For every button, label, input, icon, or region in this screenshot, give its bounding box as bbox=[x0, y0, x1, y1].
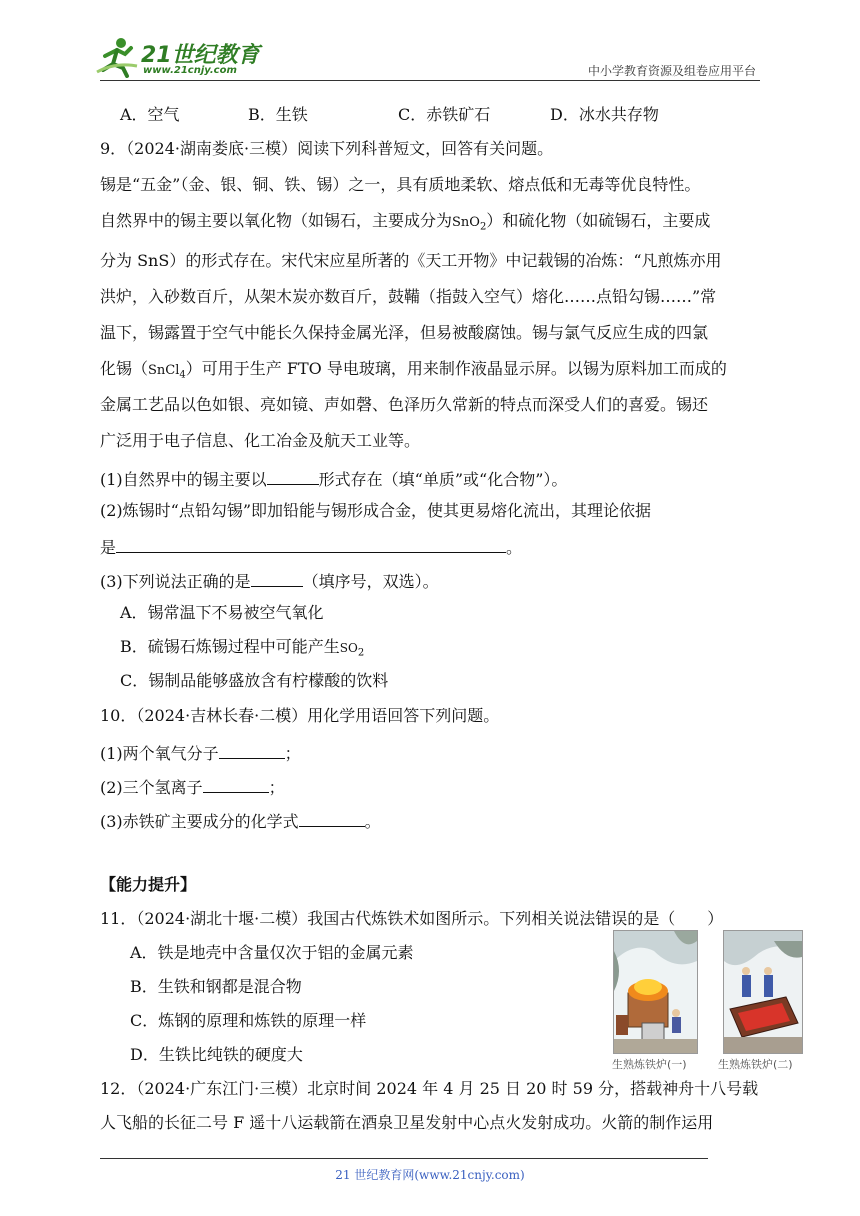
q9-para-2 bbox=[100, 210, 710, 239]
q12-line-1: 12．（2024·广东江门·三模）北京时间 2024 年 4 月 25 日 20 时 59 分，搭载神舟十八号载 bbox=[100, 1079, 759, 1098]
q10-sub-1: (1)两个氧气分子 ； bbox=[100, 740, 301, 765]
q9-option-c: C．锡制品能够盛放含有柠檬酸的饮料 bbox=[120, 671, 389, 690]
furnace-image-1 bbox=[613, 930, 698, 1054]
q10-sub-2: (2)三个氢离子 ； bbox=[100, 774, 285, 799]
q9-sub-2-cont: 是 。 bbox=[100, 534, 522, 559]
q9-sub-3: (3)下列说法正确的是 （填序号，双选）。 bbox=[100, 568, 439, 593]
q9-para-2-a: 自然界中的锡主要以氧化物（如锡石，主要成分为 bbox=[100, 211, 453, 230]
q11-option-a: A．铁是地壳中含量仅次于铝的金属元素 bbox=[130, 943, 414, 962]
q9-para-2-b: ）和硫化物（如硫锡石，主要成 bbox=[486, 211, 711, 230]
header-rule bbox=[100, 80, 760, 81]
q9-para-6-a: 化锡（ bbox=[100, 359, 149, 378]
q9-para-4: 洪炉，入砂数百斤，从架木炭亦数百斤，鼓鞴（指鼓入空气）熔化……点铅勾锡……”常 bbox=[100, 287, 717, 306]
q11-option-b: B．生铁和钢都是混合物 bbox=[130, 977, 302, 996]
logo-title: 21世纪教育 bbox=[141, 43, 260, 68]
answer-blank[interactable] bbox=[267, 466, 319, 485]
q11-option-c: C．炼钢的原理和炼铁的原理一样 bbox=[130, 1011, 367, 1030]
sno2-formula: SnO$_2$ bbox=[452, 215, 487, 233]
answer-blank[interactable] bbox=[219, 740, 285, 759]
sncl4-formula: SnCl$_4$ bbox=[148, 363, 186, 381]
so2-formula: $SO_2$ bbox=[339, 641, 365, 659]
q9-para-1: 锡是“五金”（金、银、铜、铁、锡）之一，具有质地柔软、熔点低和无毒等优良特性。 bbox=[100, 175, 701, 194]
q9-para-5: 温下，锡露置于空气中能长久保持金属光泽，但易被酸腐蚀。锡与氯气反应生成的四氯 bbox=[100, 323, 709, 342]
q10-sub-3: (3)赤铁矿主要成分的化学式 。 bbox=[100, 808, 381, 833]
furnace-caption-2: 生熟炼铁炉(二) bbox=[718, 1058, 793, 1071]
q10-stem: 10．（2024·吉林长春·二模）用化学用语回答下列问题。 bbox=[100, 706, 500, 725]
q9-option-a: A．锡常温下不易被空气氧化 bbox=[120, 603, 324, 622]
furnace-caption-1: 生熟炼铁炉(一) bbox=[612, 1058, 687, 1071]
q8-option-c: C．赤铁矿石 bbox=[398, 105, 491, 124]
answer-blank[interactable] bbox=[203, 774, 269, 793]
answer-blank[interactable] bbox=[299, 808, 365, 827]
runner-logo-icon bbox=[95, 36, 139, 78]
section-heading: 【能力提升】 bbox=[100, 875, 197, 894]
platform-name: 中小学教育资源及组卷应用平台 bbox=[587, 64, 756, 78]
q9-sub-1: (1)自然界中的锡主要以 形式存在（填“单质”或“化合物”）。 bbox=[100, 466, 567, 491]
q9-option-b: B．硫锡石炼锡过程中可能产生$SO_2$ bbox=[120, 637, 365, 659]
q9-para-7: 金属工艺品以色如银、亮如镜、声如磬、色泽历久常新的特点而深受人们的喜爱。锡还 bbox=[100, 395, 709, 414]
q9-para-6-b: ）可用于生产 FTO 导电玻璃，用来制作液晶显示屏。以锡为原料加工而成的 bbox=[185, 359, 727, 378]
q8-option-a: A．空气 bbox=[120, 105, 180, 124]
header-logo bbox=[95, 36, 265, 80]
q11-stem: 11．（2024·湖北十堰·二模）我国古代炼铁术如图所示。下列相关说法错误的是（ ） bbox=[100, 909, 724, 928]
q8-option-b: B．生铁 bbox=[248, 105, 308, 124]
q9-para-3: 分为 SnS）的形式存在。宋代宋应星所著的《天工开物》中记载锡的冶炼：“凡煎炼亦用 bbox=[100, 251, 722, 270]
answer-blank[interactable] bbox=[116, 534, 506, 553]
footer-text: 21 世纪教育网(www.21cnjy.com) bbox=[335, 1168, 525, 1182]
q12-line-2: 人飞船的长征二号 F 遥十八运载箭在酒泉卫星发射中心点火发射成功。火箭的制作运用 bbox=[100, 1113, 714, 1132]
furnace-image-2 bbox=[723, 930, 803, 1054]
q9-sub-2: (2)炼锡时“点铅勾锡”即加铅能与锡形成合金，使其更易熔化流出，其理论依据 bbox=[100, 501, 652, 520]
q9-stem: 9．（2024·湖南娄底·三模）阅读下列科普短文，回答有关问题。 bbox=[100, 139, 554, 158]
q9-para-8: 广泛用于电子信息、化工冶金及航天工业等。 bbox=[100, 431, 421, 450]
answer-blank[interactable] bbox=[251, 568, 303, 587]
logo-url: www.21cnjy.com bbox=[143, 65, 237, 76]
footer-rule bbox=[100, 1158, 708, 1159]
q11-option-d: D．生铁比纯铁的硬度大 bbox=[130, 1045, 303, 1064]
q9-para-6 bbox=[100, 358, 727, 387]
q8-option-d: D．冰水共存物 bbox=[550, 105, 659, 124]
